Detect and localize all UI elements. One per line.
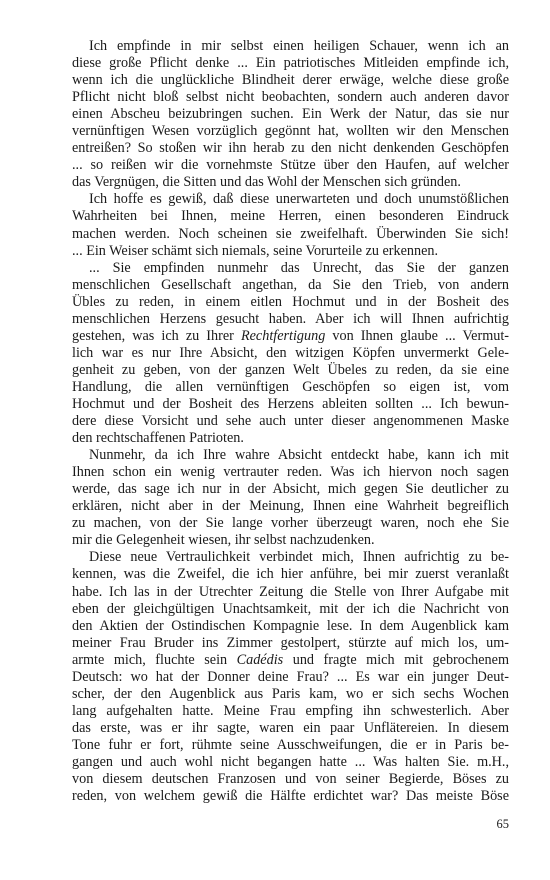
paragraph: [72, 260, 509, 448]
text-line: das Vergnügen, die Sitten und das Wohl der Menschen sich gründen.: [72, 174, 461, 191]
italic-word: Rechtfertigung: [240, 327, 326, 344]
paragraph: [72, 191, 509, 259]
text-line: Pflicht nicht bloß selbst nicht beobachten, sondern auch anderen davor: [72, 89, 509, 106]
text-line: erklären, nicht aber in der Meinung, Ihnen eine Wahrheit begreiflich: [72, 498, 509, 515]
text-line: Tone fuhr er fort, rühmte seine Ausschweifungen, die er in Paris be-: [72, 736, 509, 753]
text-line: Ich hoffe es gewiß, daß diese unerwarteten und doch unumstößlichen: [89, 191, 509, 208]
text-line: Übles zu reden, in einem eitlen Hochmut und in der Bosheit des: [72, 293, 509, 310]
text-line: Deutsch: wo hat der Donner deine Frau? ... Es war ein junger Deut-: [72, 668, 509, 685]
text-line: Ihnen schon ein wenig vertrauter reden. Was ich hiervon noch sagen: [72, 464, 509, 481]
text-line: lich war es nur Ihre Absicht, den witzigen Köpfen unvermerkt Gele-: [72, 344, 509, 361]
text-line: kennen, was die Zweifel, die ich hier anführe, bei mir zuerst veranlaßt: [72, 566, 509, 583]
text-line: den rechtschaffenen Patrioten.: [72, 430, 244, 447]
text-line: Diese neue Vertraulichkeit verbindet mich, Ihnen aufrichtig zu be-: [89, 549, 509, 566]
text-line: das erste, was er ihr sagte, waren ein paar Unflätereien. In diesem: [72, 719, 509, 736]
paragraph: [72, 447, 509, 549]
text-line: entreißen? So stoßen wir ihn herab zu den nicht denkenden Geschöpfen: [72, 140, 509, 157]
text-line: habe. Ich las in der Utrechter Zeitung die Stelle von Ihrer Aufgabe mit: [72, 583, 509, 600]
text-line: diese große Pflicht denke ... Ein patriotisches Mitleiden empfinde ich,: [72, 55, 509, 72]
text-line: menschlichen Herzens gesucht haben. Aber ich will Ihnen aufrichtig: [72, 310, 509, 327]
text-line: einen Abscheu beizubringen suchen. Ein Werk der Natur, das sie nur: [72, 106, 509, 123]
text-line: lang aufgehalten hatte. Meine Frau empfing ihn schwesterlich. Aber: [72, 702, 509, 719]
text-line: wenn ich die unglückliche Blindheit derer erwäge, welche diese große: [72, 72, 509, 89]
page-body: [72, 38, 509, 805]
paragraph: [72, 549, 509, 805]
text-line: Wahrheiten bei Ihnen, meine Herren, einen besonderen Eindruck: [72, 208, 509, 225]
text-line: vernünftigen Wesen vorzüglich gegönnt hat, wollten wir den Menschen: [72, 123, 509, 140]
text-line: gangen und auch wohl nicht begangen hatte ... Was halten Sie. m.H.,: [72, 753, 509, 770]
text-line: Ich empfinde in mir selbst einen heiligen Schauer, wenn ich an: [89, 38, 509, 54]
text-line: dere diese Vorsicht und sehe auch unter dieser angenommenen Maske: [72, 413, 509, 430]
text-line: gestehen, was ich zu Ihrer Rechtfertigung von Ihnen glaube ... Vermut-: [72, 327, 509, 344]
text-line: ... so reißen wir die vornehmste Stütze über den Haufen, auf welcher: [72, 157, 509, 174]
text-line: zu machen, von der Sie lange vorher überzeugt waren, noch ehe Sie: [72, 515, 509, 532]
paragraph: [72, 38, 509, 191]
text-line: machen werden. Noch scheinen sie zweifelhaft. Überwinden Sie sich!: [72, 225, 509, 242]
text-line: von diesem deutschen Franzosen und von seiner Begierde, Böses zu: [72, 771, 509, 788]
text-line: menschlichen Gesellschaft angethan, da Sie den Trieb, von andern: [72, 276, 509, 293]
text-line: Handlung, die allen vernünftigen Geschöpfen so eigen ist, vom: [72, 378, 509, 395]
text-line: meiner Frau Bruder ins Zimmer gestolpert, stürzte auf mich los, um-: [72, 634, 509, 651]
text-line: werde, das sage ich nur in der Absicht, mich gegen Sie deutlicher zu: [72, 481, 509, 498]
text-line: scher, der den Augenblick aus Paris kam, wo er sich sechs Wochen: [72, 685, 509, 702]
text-line: reden, von welchem gewiß die Hälfte erdichtet war? Das meiste Böse: [72, 788, 509, 805]
text-body: [72, 38, 509, 805]
page-number: 65: [496, 817, 509, 831]
text-line: armte mich, fluchte sein Cadédis und fragte mich mit gebrochenem: [72, 651, 509, 668]
text-line: Hochmut und der Bosheit des Herzens ableiten sollten ... Ich bewun-: [72, 395, 509, 412]
text-line: eben der gleichgültigen Unachtsamkeit, mit der ich die Nachricht von: [72, 600, 509, 617]
text-line: mir die Gelegenheit wiesen, ihr selbst nachzudenken.: [72, 532, 375, 549]
text-line: genheit zu geben, von der ganzen Welt Übeles zu reden, da sie eine: [72, 361, 509, 378]
text-line: ... Sie empfinden nunmehr das Unrecht, das Sie der ganzen: [89, 259, 509, 276]
italic-word: Cadédis: [236, 651, 284, 668]
text-line: den Aktien der Ostindischen Kompagnie lese. In dem Augenblick kam: [72, 617, 509, 634]
text-line: ... Ein Weiser schämt sich niemals, seine Vorurteile zu erkennen.: [72, 242, 439, 259]
text-line: Nunmehr, da ich Ihre wahre Absicht entdeckt habe, kann ich mit: [89, 447, 509, 464]
